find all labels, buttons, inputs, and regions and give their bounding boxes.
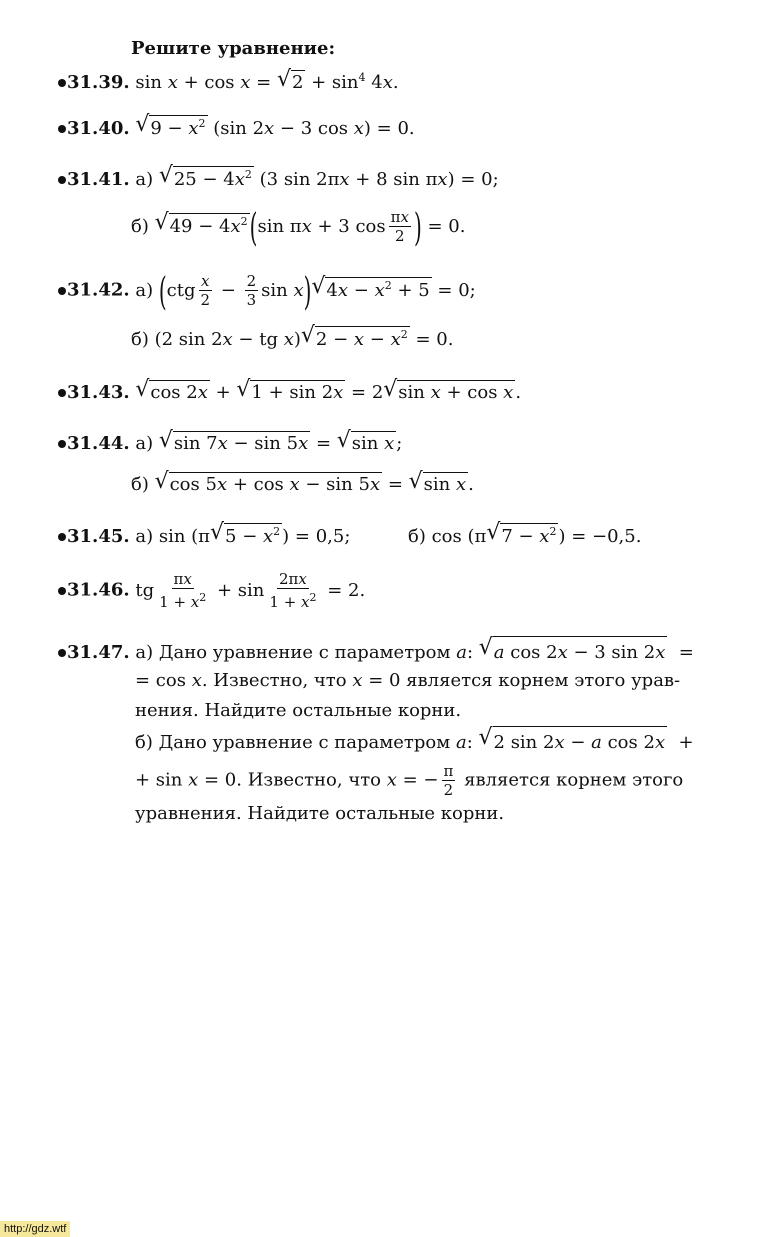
- problem-number: 31.47.: [67, 642, 130, 663]
- problem-31-39: [58, 70, 399, 93]
- bullet-dot: [58, 649, 66, 657]
- bullet-dot: [58, 533, 66, 541]
- bullet-dot: [58, 287, 66, 295]
- text-line: = cos x. Известно, что x = 0 является корнем этого урав-: [135, 670, 681, 691]
- problem-number: 31.44.: [67, 433, 130, 454]
- bullet-dot: [58, 176, 66, 184]
- section-intro: Решите уравнение:: [131, 38, 336, 59]
- problem-31-41: [58, 166, 499, 190]
- problem-number: 31.41.: [67, 169, 130, 190]
- equation-b: б) √ $49 - 4x^2$ (sin πx + 3 cos $\frac{\pi x}{2}$ ) = 0.: [131, 216, 465, 237]
- problem-number: 31.43.: [67, 382, 130, 403]
- problem-31-46: [58, 570, 365, 611]
- bullet-dot: [58, 440, 66, 448]
- equation-a: а) √ sin 7x − sin 5x = √ sin x ;: [135, 433, 402, 454]
- problem-31-42-b: [131, 326, 453, 350]
- equation: √ $9 - x^2$ (sin 2x − 3 cos x) = 0.: [135, 118, 414, 139]
- problem-31-40: [58, 115, 415, 139]
- equation: sin x + cos x = √ $2 + \sin^4 4x$.: [135, 72, 398, 93]
- problem-31-45-b: [408, 523, 641, 547]
- problem-number: 31.40.: [67, 118, 130, 139]
- equation-b: б) √ cos 5x + cos x − sin 5x = √ sin x .: [131, 474, 474, 495]
- problem-31-43: [58, 380, 521, 403]
- text-line: + sin x = 0. Известно, что x = − $\frac{\pi}{2}$ является корнем этого: [135, 762, 684, 799]
- problem-number: 31.46.: [67, 579, 130, 601]
- problem-number: 31.45.: [67, 526, 130, 547]
- problem-31-44-b: [131, 472, 474, 495]
- problem-31-42: [58, 267, 476, 314]
- problem-31-47: [58, 636, 694, 668]
- problem-31-47-b-text: [135, 726, 694, 829]
- equation-b: б) cos (π√ $7 - x^2$ ) = −0,5.: [408, 526, 641, 547]
- equation-a: а) √ $25 - 4x^2$ (3 sin 2πx + 8 sin πx) = 0;: [135, 169, 498, 190]
- equation-a: а) sin (π√ $5 - x^2$ ) = 0,5;: [135, 526, 350, 547]
- text-line: уравнения. Найдите остальные корни.: [135, 803, 505, 824]
- bullet-dot: [58, 79, 66, 87]
- bullet-dot: [58, 125, 66, 133]
- bullet-dot: [58, 389, 66, 397]
- problem-31-41-b: [131, 203, 466, 250]
- problem-31-47-a-text: [135, 666, 680, 726]
- problem-31-45: [58, 523, 350, 547]
- text-line: нения. Найдите остальные корни.: [135, 700, 462, 721]
- text-line: а) Дано уравнение с параметром a: √ a cos 2x − 3 sin 2x =: [135, 642, 694, 663]
- equation-a: а) (ctg $\frac{x}{2}$ − $\frac{2}{3}$ sin x)√ $4x - x^2 + 5 = 0$;: [135, 280, 475, 301]
- equation-b: б) (2 sin 2x − tg x)√ $2 - x - x^2 = 0$.: [131, 329, 453, 350]
- problem-31-44: [58, 431, 402, 454]
- bullet-dot: [58, 587, 66, 595]
- equation: √ cos 2x + √ 1 + sin 2x = 2√ sin x + cos x .: [135, 382, 521, 403]
- problem-number: 31.39.: [67, 72, 130, 93]
- text-line: б) Дано уравнение с параметром a: √ 2 sin 2x − a cos 2x +: [135, 726, 694, 758]
- problem-number: 31.42.: [67, 279, 130, 301]
- equation: tg $\frac{\pi x}{1 + x^2}$ + sin $\frac{2\pi x}{1 + x^2}$ = 2.: [135, 570, 366, 611]
- source-url-label[interactable]: http://gdz.wtf: [0, 1221, 70, 1237]
